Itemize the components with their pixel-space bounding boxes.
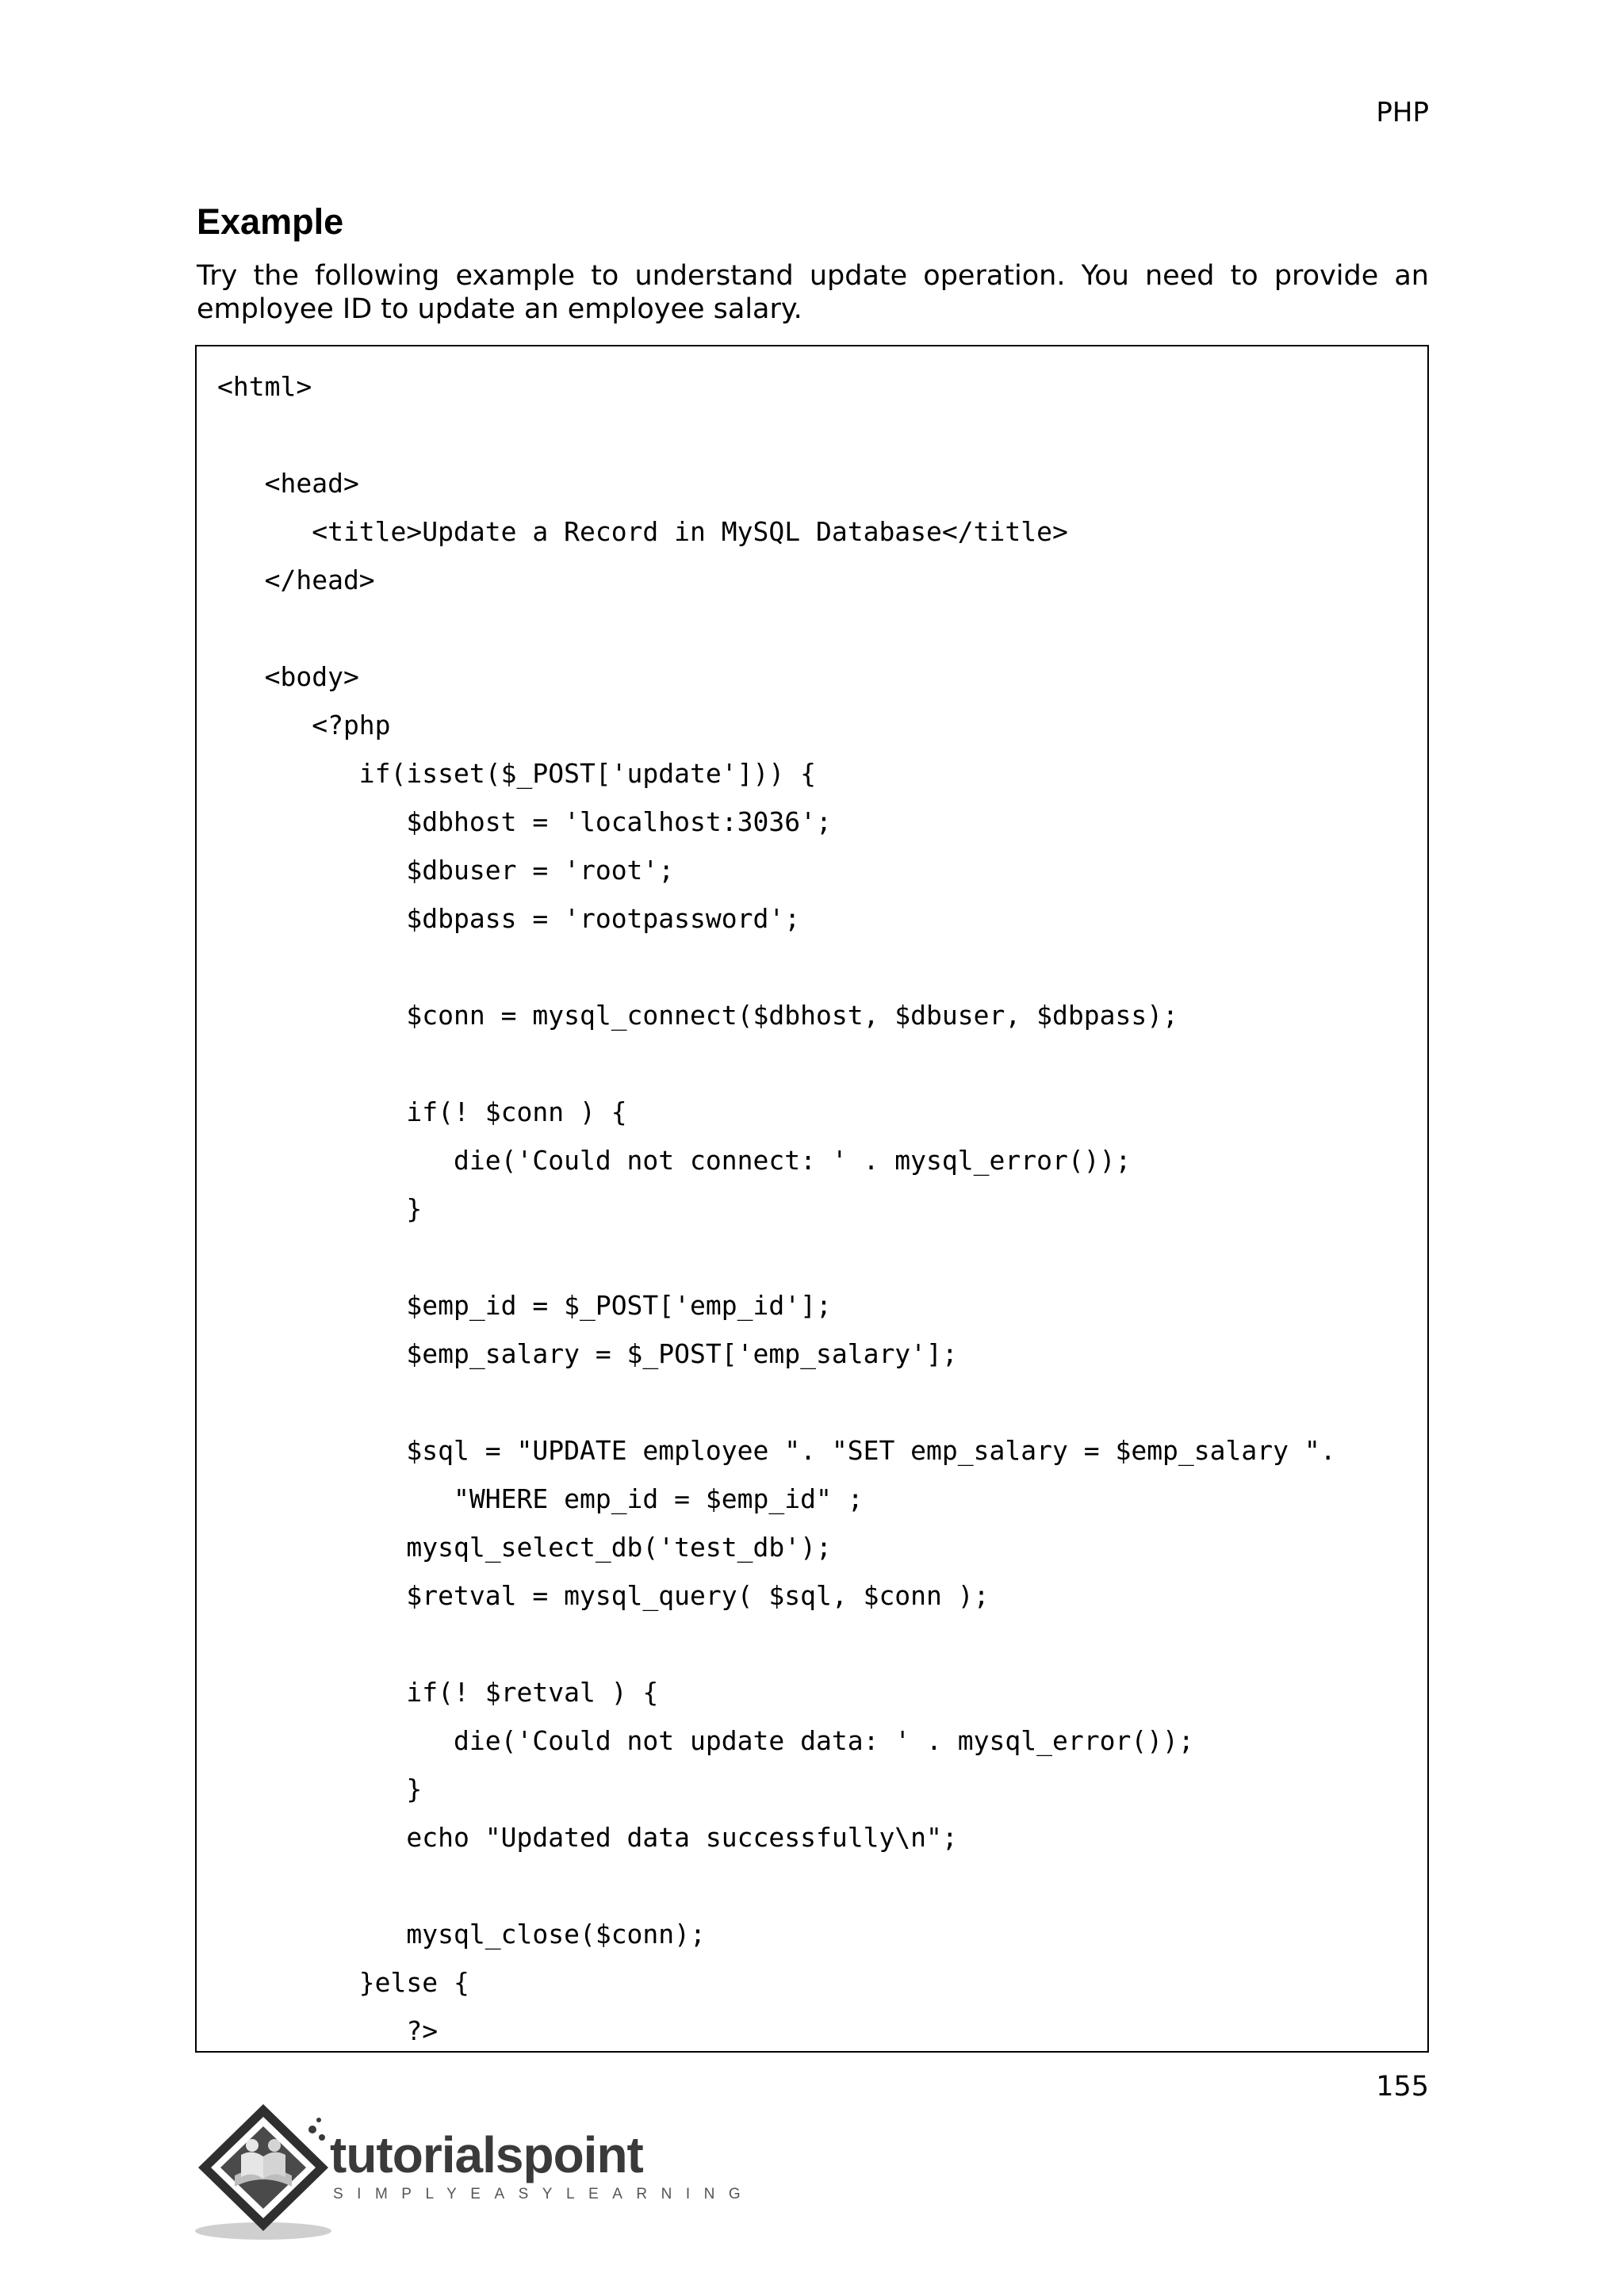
page-number: 155 [1376, 2071, 1429, 2103]
code-line: $dbhost = 'localhost:3036'; [217, 806, 832, 837]
code-line: die('Could not connect: ' . mysql_error()); [217, 1145, 1132, 1176]
section-heading: Example [197, 201, 344, 242]
intro-paragraph: Try the following example to understand update operation. You need to provide an employee ID to update an employee salary. [197, 260, 1429, 325]
code-line: $sql = "UPDATE employee ". "SET emp_salary = $emp_salary ". [217, 1435, 1336, 1466]
code-line: die('Could not update data: ' . mysql_error()); [217, 1725, 1194, 1756]
code-line: }else { [217, 1967, 469, 1998]
code-line: } [217, 1193, 423, 1224]
code-line: $dbpass = 'rootpassword'; [217, 903, 801, 934]
code-line: mysql_select_db('test_db'); [217, 1532, 832, 1563]
logo-tagline: SIMPLYEASYLEARNING [333, 2186, 755, 2202]
logo-mark-icon [193, 2099, 344, 2242]
code-line: $conn = mysql_connect($dbhost, $dbuser, $dbpass); [217, 1000, 1178, 1031]
code-line: if(! $conn ) { [217, 1096, 627, 1127]
code-line: echo "Updated data successfully\n"; [217, 1822, 958, 1853]
code-line: mysql_close($conn); [217, 1919, 706, 1950]
code-line: <body> [217, 661, 359, 692]
code-line: ?> [217, 2015, 439, 2046]
code-line: <?php [217, 710, 391, 740]
running-header: PHP [1376, 97, 1429, 128]
code-lines [217, 362, 1336, 2055]
code-line [217, 1378, 1336, 1426]
code-line: if(isset($_POST['update'])) { [217, 758, 816, 789]
code-line: $dbuser = 'root'; [217, 855, 675, 886]
code-line: $emp_salary = $_POST['emp_salary']; [217, 1338, 958, 1369]
code-line: <head> [217, 468, 359, 499]
tutorialspoint-logo [193, 2099, 755, 2242]
logo-wordmark: tutorialspoint [330, 2126, 643, 2183]
code-line [217, 943, 1336, 991]
code-block [195, 345, 1429, 2053]
code-line: </head> [217, 564, 375, 595]
code-line: <title>Update a Record in MySQL Database</title> [217, 516, 1068, 547]
code-line: $emp_id = $_POST['emp_id']; [217, 1290, 832, 1321]
code-line [217, 1039, 1336, 1088]
code-line: } [217, 1774, 423, 1804]
code-line [217, 1620, 1336, 1668]
code-line [217, 411, 1336, 459]
code-line: <html> [217, 371, 312, 402]
code-line: "WHERE emp_id = $emp_id" ; [217, 1483, 864, 1514]
code-line [217, 604, 1336, 652]
code-line: if(! $retval ) { [217, 1677, 659, 1708]
code-line [217, 1233, 1336, 1281]
code-line: $retval = mysql_query( $sql, $conn ); [217, 1580, 990, 1611]
code-line [217, 1862, 1336, 1910]
